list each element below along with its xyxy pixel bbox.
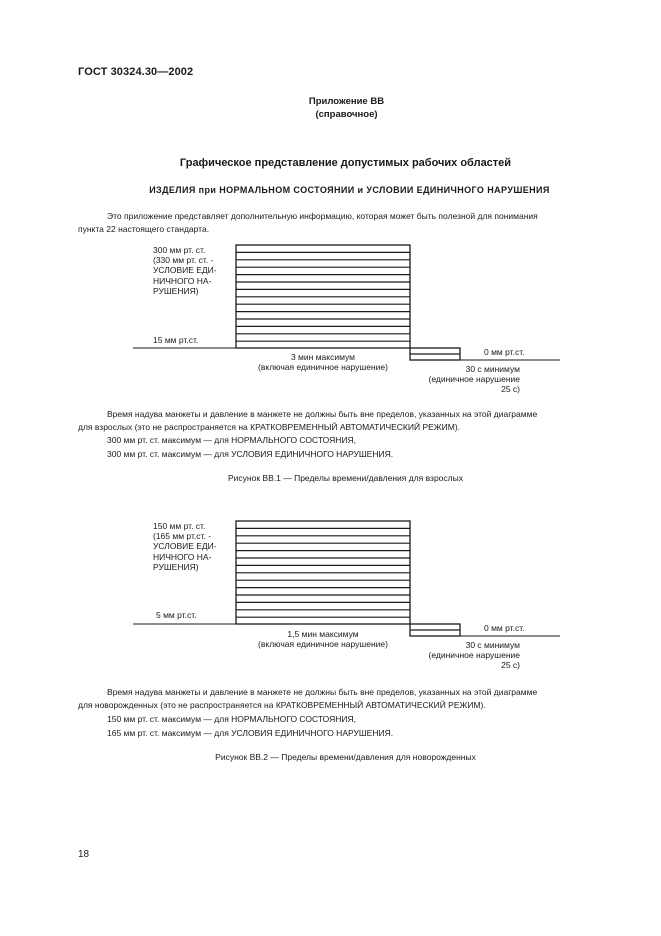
figure-1-hatch-lines	[236, 252, 410, 341]
figure-1-note-line-2: для взрослых (это не распространяется на КРАТКОВРЕМЕННЫЙ АВТОМАТИЧЕСКИЙ РЕЖИМ).	[78, 422, 461, 432]
figure-1-small-block	[410, 348, 460, 360]
annex-title: Приложение ВВ	[308, 96, 385, 107]
figure-1-limit-normal: 300 мм рт. ст. максимум — для НОРМАЛЬНОГО СОСТОЯНИЯ,	[107, 435, 356, 445]
section-heading: Графическое представление допустимых рабочих областей	[179, 157, 512, 169]
figure-1-caption: Рисунок ВВ.1 — Пределы времени/давления для взрослых	[228, 473, 463, 483]
figure-1-note-line-1: Время надува манжеты и давление в манжете не должны быть вне пределов, указанных на этой диаграмме	[107, 409, 538, 419]
figure-1-min-time: 30 с минимум (единичное нарушение 25 с)	[428, 364, 520, 395]
figure-1-lower-label: 15 мм рт.ст.	[153, 335, 199, 345]
figure-2-note-line-1: Время надува манжеты и давление в манжете не должны быть вне пределов, указанных на этой диаграмме	[107, 687, 538, 697]
figure-1-zero-label: 0 мм рт.ст.	[484, 347, 525, 357]
figure-2-main-time: 1,5 мин максимум (включая единичное нарушение)	[258, 629, 388, 650]
intro-line-1: Это приложение представляет дополнительную информацию, которая может быть полезной для понимания	[107, 211, 538, 221]
figure-1-upper-label: 300 мм рт. ст. (330 мм рт. ст. - УСЛОВИЕ ЕДИ- НИЧНОГО НА- РУШЕНИЯ)	[153, 245, 217, 296]
figure-1-main-time: 3 мин максимум (включая единичное нарушение)	[258, 352, 388, 373]
figure-1-diagram	[0, 244, 661, 394]
annex-note: (справочное)	[315, 109, 378, 120]
figure-2-limit-fault: 165 мм рт. ст. максимум — для УСЛОВИЯ ЕДИНИЧНОГО НАРУШЕНИЯ.	[107, 728, 394, 738]
section-subheading: ИЗДЕЛИЯ при НОРМАЛЬНОМ СОСТОЯНИИ и УСЛОВИИ ЕДИНИЧНОГО НАРУШЕНИЯ	[149, 185, 550, 195]
figure-2-small-block	[410, 624, 460, 636]
figure-1-main-block	[236, 245, 410, 348]
figure-2-upper-label: 150 мм рт. ст. (165 мм рт.ст. - УСЛОВИЕ ЕДИ- НИЧНОГО НА- РУШЕНИЯ)	[153, 521, 217, 572]
intro-line-2: пункта 22 настоящего стандарта.	[78, 224, 210, 234]
figure-2-zero-label: 0 мм рт.ст.	[484, 623, 525, 633]
figure-2-lower-label: 5 мм рт.ст.	[156, 610, 197, 620]
figure-2-limit-normal: 150 мм рт. ст. максимум — для НОРМАЛЬНОГО СОСТОЯНИЯ,	[107, 714, 356, 724]
figure-2-hatch-lines	[236, 528, 410, 617]
figure-2-caption: Рисунок ВВ.2 — Пределы времени/давления для новорожденных	[215, 752, 476, 762]
figure-1-limit-fault: 300 мм рт. ст. максимум — для УСЛОВИЯ ЕДИНИЧНОГО НАРУШЕНИЯ.	[107, 449, 394, 459]
figure-2-diagram	[0, 520, 661, 670]
figure-2-min-time: 30 с минимум (единичное нарушение 25 с)	[428, 640, 520, 671]
page-number: 18	[78, 849, 90, 860]
figure-2-main-block	[236, 521, 410, 624]
standard-code: ГОСТ 30324.30—2002	[78, 66, 194, 78]
figure-2-note-line-2: для новорожденных (это не распространяется на КРАТКОВРЕМЕННЫЙ АВТОМАТИЧЕСКИЙ РЕЖИМ).	[78, 700, 486, 710]
